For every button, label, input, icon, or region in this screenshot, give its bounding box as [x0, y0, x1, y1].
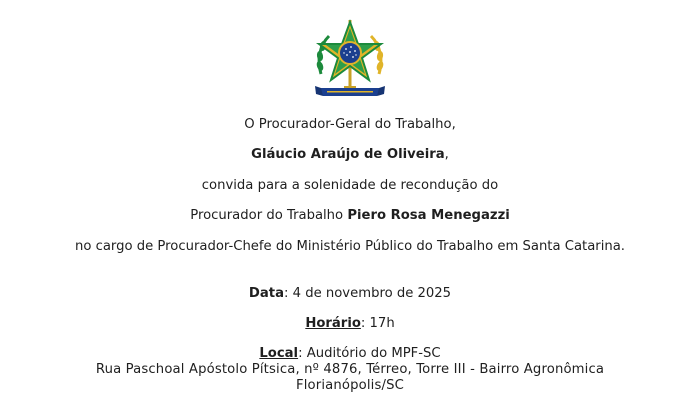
- date-label: Data: [248, 286, 284, 301]
- honoree-name: Piero Rosa Menegazzi: [347, 208, 510, 223]
- invitation-honoree-line: [0, 208, 700, 224]
- invitation-line-5: no cargo de Procurador-Chefe do Ministério Público do Trabalho em Santa Catarina.: [74, 239, 625, 254]
- invitation-host-line: [0, 147, 700, 163]
- time-label: Horário: [305, 316, 361, 331]
- date-value: : 4 de novembro de 2025: [283, 286, 452, 301]
- address-line-2: Florianópolis/SC: [296, 378, 404, 393]
- place-line: [0, 346, 700, 362]
- invitation-line-3: convida para a solenidade de recondução do: [201, 178, 499, 193]
- honoree-prefix: Procurador do Trabalho: [190, 208, 348, 223]
- time-value: : 17h: [360, 316, 395, 331]
- address-line-1: Rua Paschoal Apóstolo Pítsica, nº 4876, Térreo, Torre III - Bairro Agronômica: [95, 362, 605, 377]
- brazil-coat-of-arms-emblem: [311, 16, 389, 104]
- time-line: [0, 316, 700, 332]
- place-value: : Auditório do MPF-SC: [298, 346, 441, 361]
- place-label: Local: [259, 346, 299, 361]
- host-name: Gláucio Araújo de Oliveira: [251, 147, 445, 162]
- invitation-line-1: O Procurador-Geral do Trabalho,: [244, 117, 456, 132]
- host-suffix: ,: [444, 147, 449, 162]
- date-line: [0, 286, 700, 302]
